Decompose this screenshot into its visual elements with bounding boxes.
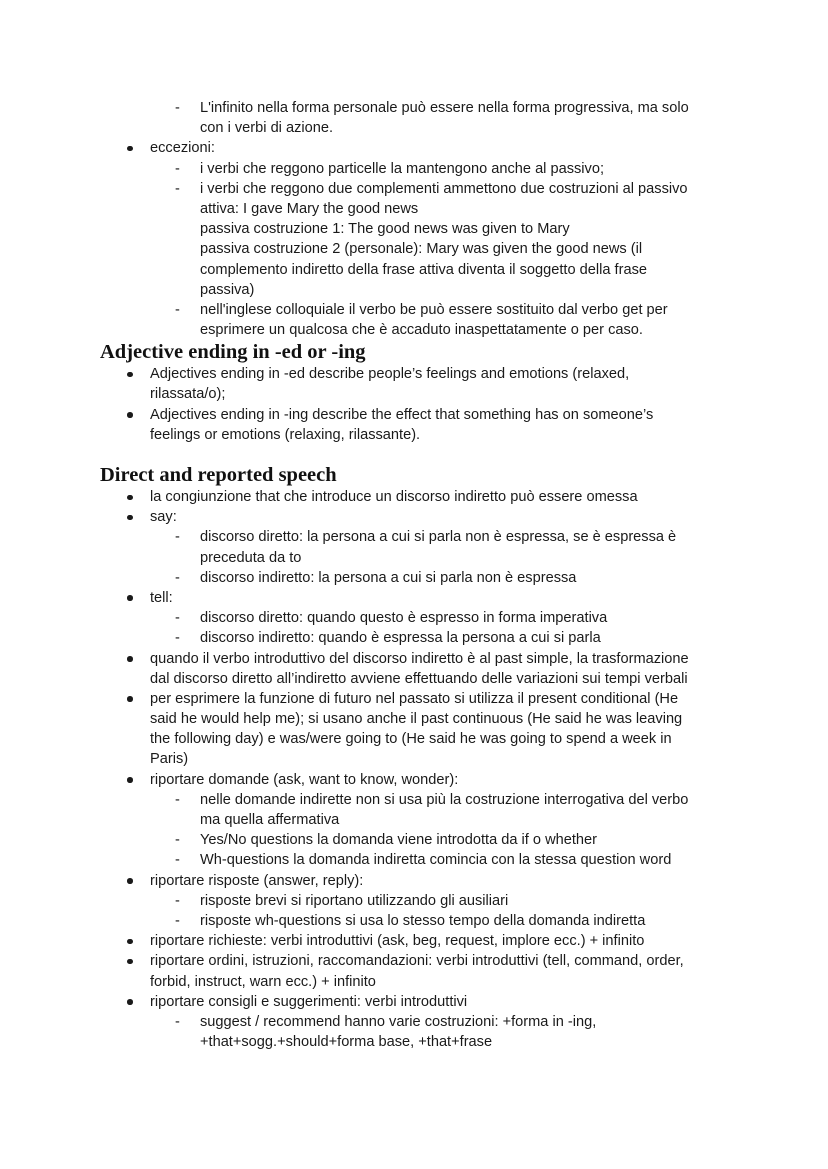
bullet-list-item [100, 487, 740, 507]
text-line [100, 911, 740, 931]
list-item-text: attiva: I gave Mary the good news [200, 200, 419, 217]
bullet-list-item [100, 588, 740, 608]
text-line [100, 810, 740, 830]
text-line [100, 689, 740, 709]
list-item-text: say: [150, 509, 177, 526]
text-line [100, 280, 740, 300]
text-line [100, 300, 740, 320]
bullet-list-item [100, 507, 740, 527]
list-item-text: con i verbi di azione. [200, 120, 334, 137]
list-item-text: discorso diretto: quando questo è espresso in forma imperativa [200, 610, 608, 627]
bullet-icon [127, 999, 133, 1005]
list-item-text: rilassata/o); [150, 386, 226, 403]
bullet-list-item [100, 405, 740, 445]
text-line [100, 568, 740, 588]
list-item-text: risposte wh-questions si usa lo stesso tempo della domanda indiretta [200, 912, 646, 929]
dash-icon: - [175, 852, 180, 869]
list-item-text: Adjectives ending in -ing describe the effect that something has on someone’s [150, 406, 654, 423]
bullet-list-item [100, 871, 740, 891]
bullet-icon [127, 777, 133, 783]
list-item-text: feelings or emotions (relaxing, rilassante). [150, 426, 421, 443]
list-item-text: said he would help me); si usano anche il past continuous (He said he was leaving [150, 711, 683, 728]
text-line [100, 219, 740, 239]
bullet-list-item [100, 364, 740, 404]
list-item-text: the following day) e was/were going to (He said he was going to spend a week in [150, 731, 672, 748]
list-item-text: forbid, instruct, warn ecc.) + infinito [150, 973, 376, 990]
text-line [100, 628, 740, 648]
text-line [100, 320, 740, 340]
document-content [100, 98, 740, 1052]
text-line [100, 527, 740, 547]
dash-icon: - [175, 180, 180, 197]
bullet-icon [127, 656, 133, 662]
section-heading: Direct and reported speech [100, 464, 337, 486]
bullet-list-item [100, 992, 740, 1012]
list-item-text: passiva costruzione 2 (personale): Mary was given the good news (il [200, 241, 643, 258]
list-item-text: ma quella affermativa [200, 812, 340, 828]
bullet-list-item [100, 931, 740, 951]
dash-list-item [100, 790, 740, 830]
text-line [100, 608, 740, 628]
text-line [100, 891, 740, 911]
bullet-icon [127, 515, 133, 521]
section-passive-cont [100, 98, 740, 340]
text-line [100, 507, 740, 527]
dash-list-item [100, 1012, 740, 1052]
text-line [100, 179, 740, 199]
dash-list-item [100, 830, 740, 850]
dash-icon: - [175, 912, 180, 929]
dash-icon: - [175, 610, 180, 627]
list-item-text: nelle domande indirette non si usa più la costruzione interrogativa del verbo [200, 791, 689, 808]
text-line [100, 669, 740, 689]
text-line [100, 138, 740, 158]
dash-icon: - [175, 630, 180, 647]
section-spacer [100, 445, 740, 463]
section-reported-speech [100, 445, 740, 1052]
list-item-text: discorso indiretto: la persona a cui si parla non è espressa [200, 569, 577, 586]
list-item-text: per esprimere la funzione di futuro nel passato si utilizza il present conditional (He [150, 690, 679, 707]
text-line [100, 749, 740, 769]
text-line [100, 992, 740, 1012]
list-item-text: i verbi che reggono particelle la mantengono anche al passivo; [200, 160, 605, 177]
section-heading: Adjective ending in -ed or -ing [100, 341, 366, 364]
dash-icon: - [175, 301, 180, 318]
dash-icon: - [175, 791, 180, 808]
text-line [100, 649, 740, 669]
list-item-text: Yes/No questions la domanda viene introdotta da if o whether [200, 832, 597, 849]
dash-icon: - [175, 1013, 180, 1030]
dash-list-item [100, 300, 740, 340]
dash-icon: - [175, 160, 180, 177]
text-line [100, 790, 740, 810]
text-line [100, 951, 740, 971]
list-item-text: Paris) [150, 751, 189, 768]
bullet-list-item [100, 951, 740, 991]
text-line [100, 260, 740, 280]
list-item-text: Wh-questions la domanda indiretta comincia con la stessa question word [200, 852, 672, 869]
dash-icon: - [175, 529, 180, 546]
list-item-text: riportare richieste: verbi introduttivi (ask, beg, request, implore ecc.) + infinito [150, 933, 645, 950]
bullet-icon [127, 939, 133, 945]
dash-list-item [100, 628, 740, 648]
list-item-text: i verbi che reggono due complementi ammettono due costruzioni al passivo [200, 180, 688, 197]
text-line [100, 850, 740, 870]
list-item-text: quando il verbo introduttivo del discorso indiretto è al past simple, la trasformazione [150, 650, 689, 667]
list-item-text: nell'inglese colloquiale il verbo be può essere sostituito dal verbo get per [200, 301, 668, 318]
dash-icon: - [175, 892, 180, 909]
dash-icon: - [175, 569, 180, 586]
text-line [100, 931, 740, 951]
bullet-list-item [100, 770, 740, 790]
list-item-text: riportare risposte (answer, reply): [150, 872, 364, 889]
dash-list-item [100, 608, 740, 628]
bullet-icon [127, 146, 133, 152]
text-line [100, 425, 740, 445]
list-item-text: risposte brevi si riportano utilizzando gli ausiliari [200, 892, 509, 909]
bullet-icon [127, 495, 133, 501]
list-item-text: Adjectives ending in -ed describe people’s feelings and emotions (relaxed, [150, 366, 630, 383]
list-item-text: passiva costruzione 1: The good news was given to Mary [200, 221, 570, 238]
list-item-text: riportare domande (ask, want to know, wonder): [150, 771, 459, 788]
bullet-icon [127, 959, 133, 965]
text-line [100, 405, 740, 425]
bullet-icon [127, 696, 133, 702]
text-line [100, 830, 740, 850]
list-item-text: preceduta da to [200, 549, 302, 566]
dash-list-item [100, 850, 740, 870]
list-item-text: esprimere un qualcosa che è accaduto inaspettatamente o per caso. [200, 322, 643, 339]
text-line [100, 548, 740, 568]
dash-list-item [100, 98, 740, 138]
list-item-text: riportare ordini, istruzioni, raccomandazioni: verbi introduttivi (tell, command, order, [150, 953, 684, 970]
list-item-text: discorso diretto: la persona a cui si parla non è espressa, se è espressa è [200, 529, 677, 546]
list-item-text: eccezioni: [150, 140, 215, 157]
text-line [100, 98, 740, 118]
dash-list-item [100, 159, 740, 179]
text-line [100, 199, 740, 219]
dash-list-item [100, 891, 740, 911]
list-item-text: L'infinito nella forma personale può essere nella forma progressiva, ma solo [200, 100, 689, 116]
text-line [100, 871, 740, 891]
list-item-text: +that+sogg.+should+forma base, +that+frase [200, 1034, 493, 1051]
dash-list-item [100, 568, 740, 588]
dash-icon: - [175, 100, 180, 116]
dash-list-item [100, 527, 740, 567]
list-item-text: tell: [150, 589, 173, 606]
list-item-text: riportare consigli e suggerimenti: verbi introduttivi [150, 993, 468, 1010]
text-line [100, 159, 740, 179]
list-item-text: dal discorso diretto all’indiretto avviene effettuando delle variazioni sui tempi verbali [150, 670, 688, 687]
text-line [100, 118, 740, 138]
list-item-text: complemento indiretto della frase attiva diventa il soggetto della frase [200, 261, 647, 278]
dash-list-item [100, 911, 740, 931]
section-adjectives [100, 340, 740, 445]
list-item-text: suggest / recommend hanno varie costruzioni: +forma in -ing, [200, 1013, 597, 1030]
text-line [100, 729, 740, 749]
text-line [100, 588, 740, 608]
text-line [100, 1032, 740, 1052]
text-line [100, 972, 740, 992]
bullet-icon [127, 878, 133, 884]
list-item-text: discorso indiretto: quando è espressa la persona a cui si parla [200, 630, 601, 647]
text-line [100, 487, 740, 507]
bullet-icon [127, 412, 133, 418]
bullet-icon [127, 372, 133, 378]
dash-icon: - [175, 832, 180, 849]
text-line [100, 384, 740, 404]
text-line [100, 709, 740, 729]
text-line [100, 239, 740, 259]
list-item-text: la congiunzione that che introduce un discorso indiretto può essere omessa [150, 489, 638, 505]
bullet-icon [127, 595, 133, 601]
dash-list-item [100, 179, 740, 300]
bullet-list-item [100, 138, 740, 158]
list-item-text: passiva) [200, 281, 255, 298]
text-line [100, 364, 740, 384]
bullet-list-item [100, 649, 740, 689]
bullet-list-item [100, 689, 740, 770]
text-line [100, 1012, 740, 1032]
text-line [100, 770, 740, 790]
